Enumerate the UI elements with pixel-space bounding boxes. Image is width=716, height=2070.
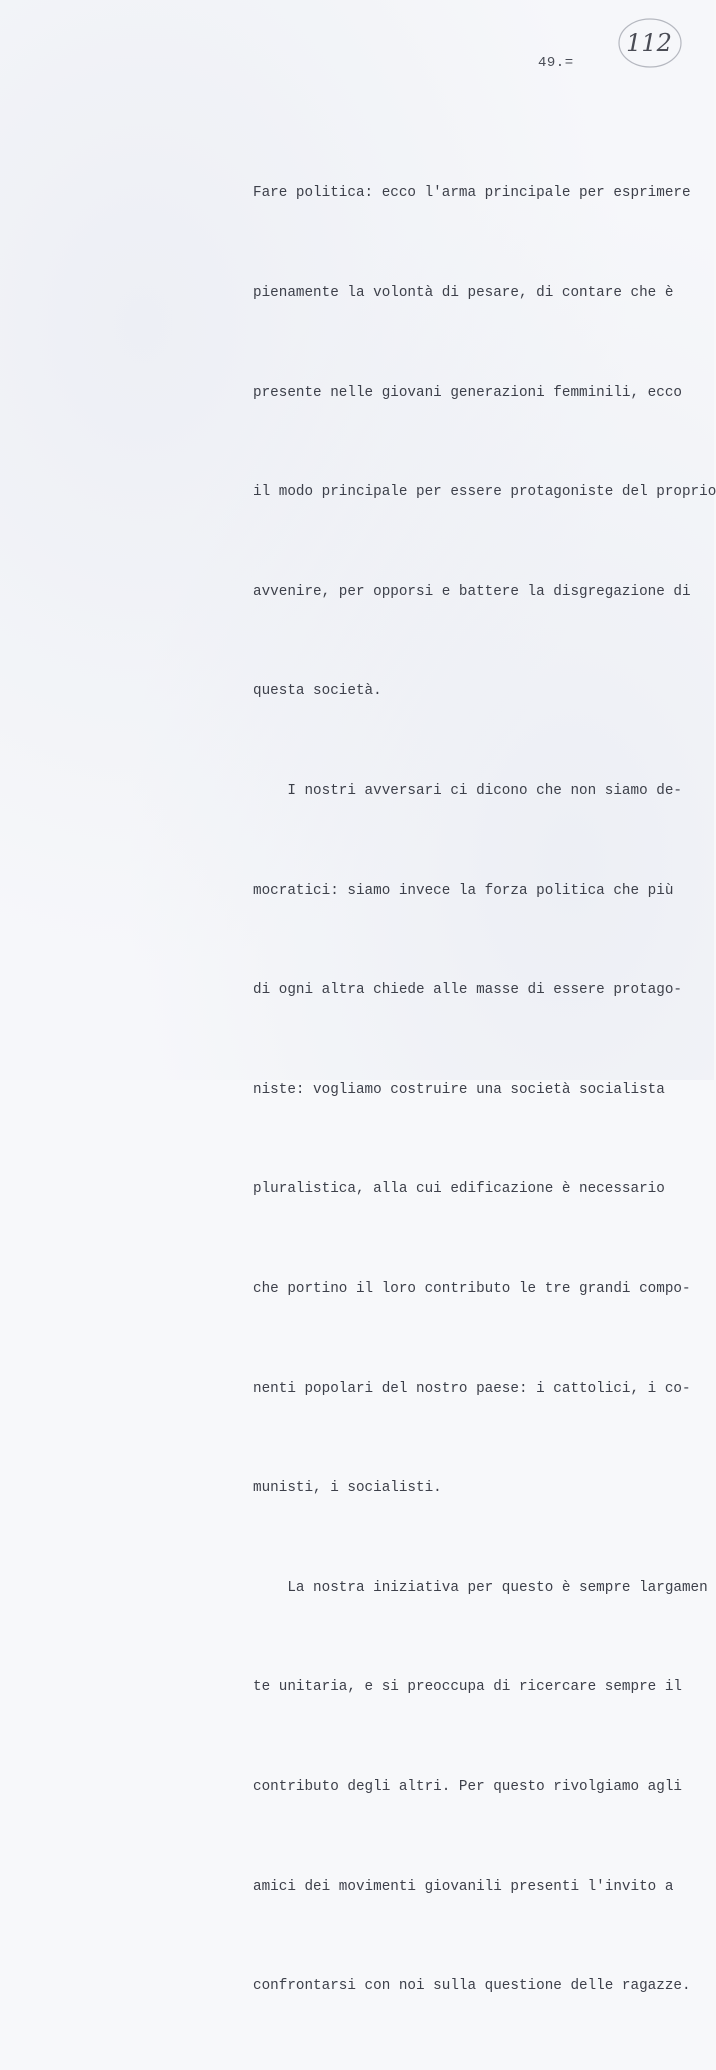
- text-line: pluralistica, alla cui edificazione è necessario: [253, 1181, 665, 1198]
- text-line: Fare politica: ecco l'arma principale per esprimere: [253, 185, 691, 202]
- page-number: 49.=: [538, 55, 574, 71]
- text-line: avvenire, per opporsi e battere la disgregazione di: [253, 583, 691, 600]
- text-line: che portino il loro contributo le tre grandi compo-: [253, 1280, 691, 1297]
- text-line: nenti popolari del nostro paese: i cattolici, i co-: [253, 1380, 691, 1397]
- archive-stamp: [616, 16, 682, 70]
- text-line: niste: vogliamo costruire una società socialista: [253, 1081, 665, 1098]
- text-line: il modo principale per essere protagoniste del proprio: [253, 484, 716, 501]
- text-line: di ogni altra chiede alle masse di essere protago-: [253, 982, 682, 999]
- svg-text:112: 112: [626, 29, 672, 57]
- text-line: amici dei movimenti giovanili presenti l'invito a: [253, 1878, 674, 1895]
- text-line: contributo degli altri. Per questo rivolgiamo agli: [253, 1778, 682, 1795]
- body-text: [253, 111, 716, 2070]
- text-line: te unitaria, e si preoccupa di ricercare sempre il: [253, 1679, 682, 1696]
- text-line: La nostra iniziativa per questo è sempre largamen: [253, 1579, 708, 1596]
- text-line: mocratici: siamo invece la forza politica che più: [253, 882, 674, 899]
- text-line: questa società.: [253, 683, 382, 700]
- text-line: munisti, i socialisti.: [253, 1480, 442, 1497]
- text-line: presente nelle giovani generazioni femminili, ecco: [253, 384, 682, 401]
- text-line: I nostri avversari ci dicono che non siamo de-: [253, 782, 682, 799]
- text-line: confrontarsi con noi sulla questione delle ragazze.: [253, 1978, 691, 1995]
- text-line: pienamente la volontà di pesare, di contare che è: [253, 285, 674, 301]
